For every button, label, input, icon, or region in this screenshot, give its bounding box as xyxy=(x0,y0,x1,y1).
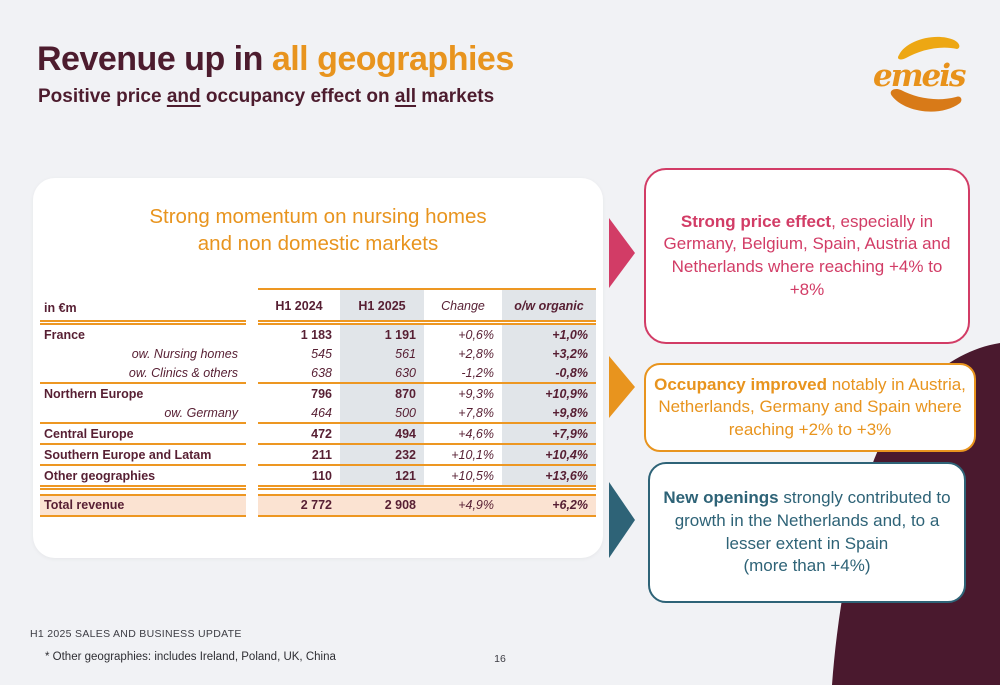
revenue-table xyxy=(40,288,596,517)
card-title-line2: and non domestic markets xyxy=(197,232,439,256)
table-row xyxy=(40,403,596,423)
cell-change: +0,6% xyxy=(458,327,494,342)
cell-organic: +10,9% xyxy=(502,383,596,403)
callout-text: strongly contributed to growth in the Netherlands and, to a lesser extent in Spain xyxy=(674,488,951,553)
cell-h1-2025: 630 xyxy=(340,363,424,383)
row-label: ow. Clinics & others xyxy=(40,363,246,383)
logo-wordmark: emeis xyxy=(873,58,965,94)
callout-lead: Occupancy improved xyxy=(654,374,827,394)
total-row xyxy=(40,495,596,516)
emeis-logo xyxy=(870,30,976,120)
column-gap xyxy=(246,403,258,423)
callout-new-openings xyxy=(648,462,966,603)
row-label: Northern Europe xyxy=(44,386,144,401)
total-h1-2025: 2 908 xyxy=(340,495,424,516)
subtitle-text: Positive price xyxy=(38,86,167,107)
cell-organic: +7,9% xyxy=(502,423,596,444)
unit-label: in €m xyxy=(40,289,246,323)
row-label: France xyxy=(44,327,85,342)
cell-organic: +10,4% xyxy=(502,444,596,465)
cell-organic: -0,8% xyxy=(502,363,596,383)
total-h1-2024: 2 772 xyxy=(258,495,340,516)
table-row xyxy=(40,363,596,383)
row-label: ow. Nursing homes xyxy=(131,346,238,361)
table-row xyxy=(40,465,596,488)
page-subtitle xyxy=(38,86,494,108)
column-gap xyxy=(246,383,258,403)
cell-organic: +13,6% xyxy=(502,465,596,488)
callout-lead: Strong price effect xyxy=(680,211,832,231)
column-gap xyxy=(246,423,258,444)
cell-h1-2024: 1 183 xyxy=(300,327,332,342)
callout-lead: New openings xyxy=(663,488,779,508)
page-title-orange: all geographies xyxy=(271,40,514,78)
cell-organic: +3,2% xyxy=(502,344,596,363)
table-row xyxy=(40,444,596,465)
card-title-line1: Strong momentum on nursing homes xyxy=(149,205,487,228)
cell-h1-2024: 464 xyxy=(258,403,340,423)
cell-h1-2025: 494 xyxy=(340,423,424,444)
cell-h1-2025: 121 xyxy=(340,465,424,488)
subtitle-text: markets xyxy=(416,86,495,107)
cell-change: +7,8% xyxy=(424,403,502,423)
page-title xyxy=(37,40,514,79)
callout-price-effect xyxy=(644,168,970,344)
cell-h1-2025: 1 191 xyxy=(340,323,424,345)
cell-change: +2,8% xyxy=(458,346,494,361)
row-label: Southern Europe and Latam xyxy=(40,444,246,465)
cell-h1-2024: 211 xyxy=(258,444,340,465)
subtitle-text: occupancy effect on xyxy=(200,86,395,107)
cell-change: +10,1% xyxy=(424,444,502,465)
column-gap xyxy=(246,444,258,465)
cell-h1-2025: 870 xyxy=(340,383,424,403)
row-label: Other geographies xyxy=(40,465,246,488)
column-gap xyxy=(246,344,258,363)
column-header-h1-2024: H1 2024 xyxy=(258,289,340,323)
cell-change: -1,2% xyxy=(424,363,502,383)
column-header-change: Change xyxy=(424,289,502,323)
cell-h1-2025: 500 xyxy=(340,403,424,423)
row-label: ow. Germany xyxy=(40,403,246,423)
cell-change: +4,6% xyxy=(424,423,502,444)
arrow-right-teal-icon xyxy=(609,482,635,558)
cell-change: +10,5% xyxy=(424,465,502,488)
subtitle-underlined: and xyxy=(166,86,201,107)
callout-note: (more than +4%) xyxy=(743,556,871,576)
cell-h1-2024: 638 xyxy=(258,363,340,383)
column-gap xyxy=(246,465,258,488)
cell-h1-2024: 545 xyxy=(311,346,332,361)
callout-occupancy xyxy=(644,363,976,452)
column-gap xyxy=(246,363,258,383)
column-gap xyxy=(246,495,258,516)
total-change: +4,9% xyxy=(424,495,502,516)
total-organic: +6,2% xyxy=(502,495,596,516)
table-row xyxy=(40,423,596,444)
column-gap xyxy=(246,323,258,345)
total-label: Total revenue xyxy=(40,495,246,516)
arrow-right-pink-icon xyxy=(609,218,635,288)
revenue-card xyxy=(33,178,603,558)
cell-organic: +9,8% xyxy=(502,403,596,423)
cell-change: +9,3% xyxy=(458,386,494,401)
table-row xyxy=(40,323,596,345)
column-header-organic: o/w organic xyxy=(502,289,596,323)
arrow-right-orange-icon xyxy=(609,356,635,418)
callout-text: notably in Austria, Netherlands, Germany and Spain where reaching +2% to +3% xyxy=(658,374,966,439)
cell-organic: +1,0% xyxy=(502,323,596,345)
cell-h1-2024: 110 xyxy=(258,465,340,488)
table-header-row xyxy=(40,289,596,323)
column-header-h1-2025: H1 2025 xyxy=(340,289,424,323)
cell-h1-2025: 232 xyxy=(340,444,424,465)
cell-h1-2024: 796 xyxy=(311,386,332,401)
page-number: 16 xyxy=(494,653,506,665)
callout-text: , especially in Germany, Belgium, Spain, Austria and Netherlands where reaching +4% to +8% xyxy=(663,211,951,299)
card-title xyxy=(33,203,603,257)
table-row xyxy=(40,383,596,403)
subtitle-underlined: all xyxy=(394,86,417,107)
cell-h1-2024: 472 xyxy=(258,423,340,444)
row-label: Central Europe xyxy=(40,423,246,444)
column-gap xyxy=(246,289,258,323)
table-spacer-row xyxy=(40,488,596,495)
logo-top-hand-icon xyxy=(898,37,959,60)
deck-label: H1 2025 SALES AND BUSINESS UPDATE xyxy=(30,628,242,640)
table-row xyxy=(40,344,596,363)
footnote: * Other geographies: includes Ireland, Poland, UK, China xyxy=(45,651,336,663)
cell-h1-2025: 561 xyxy=(340,344,424,363)
page-title-dark: Revenue up in xyxy=(37,40,272,78)
